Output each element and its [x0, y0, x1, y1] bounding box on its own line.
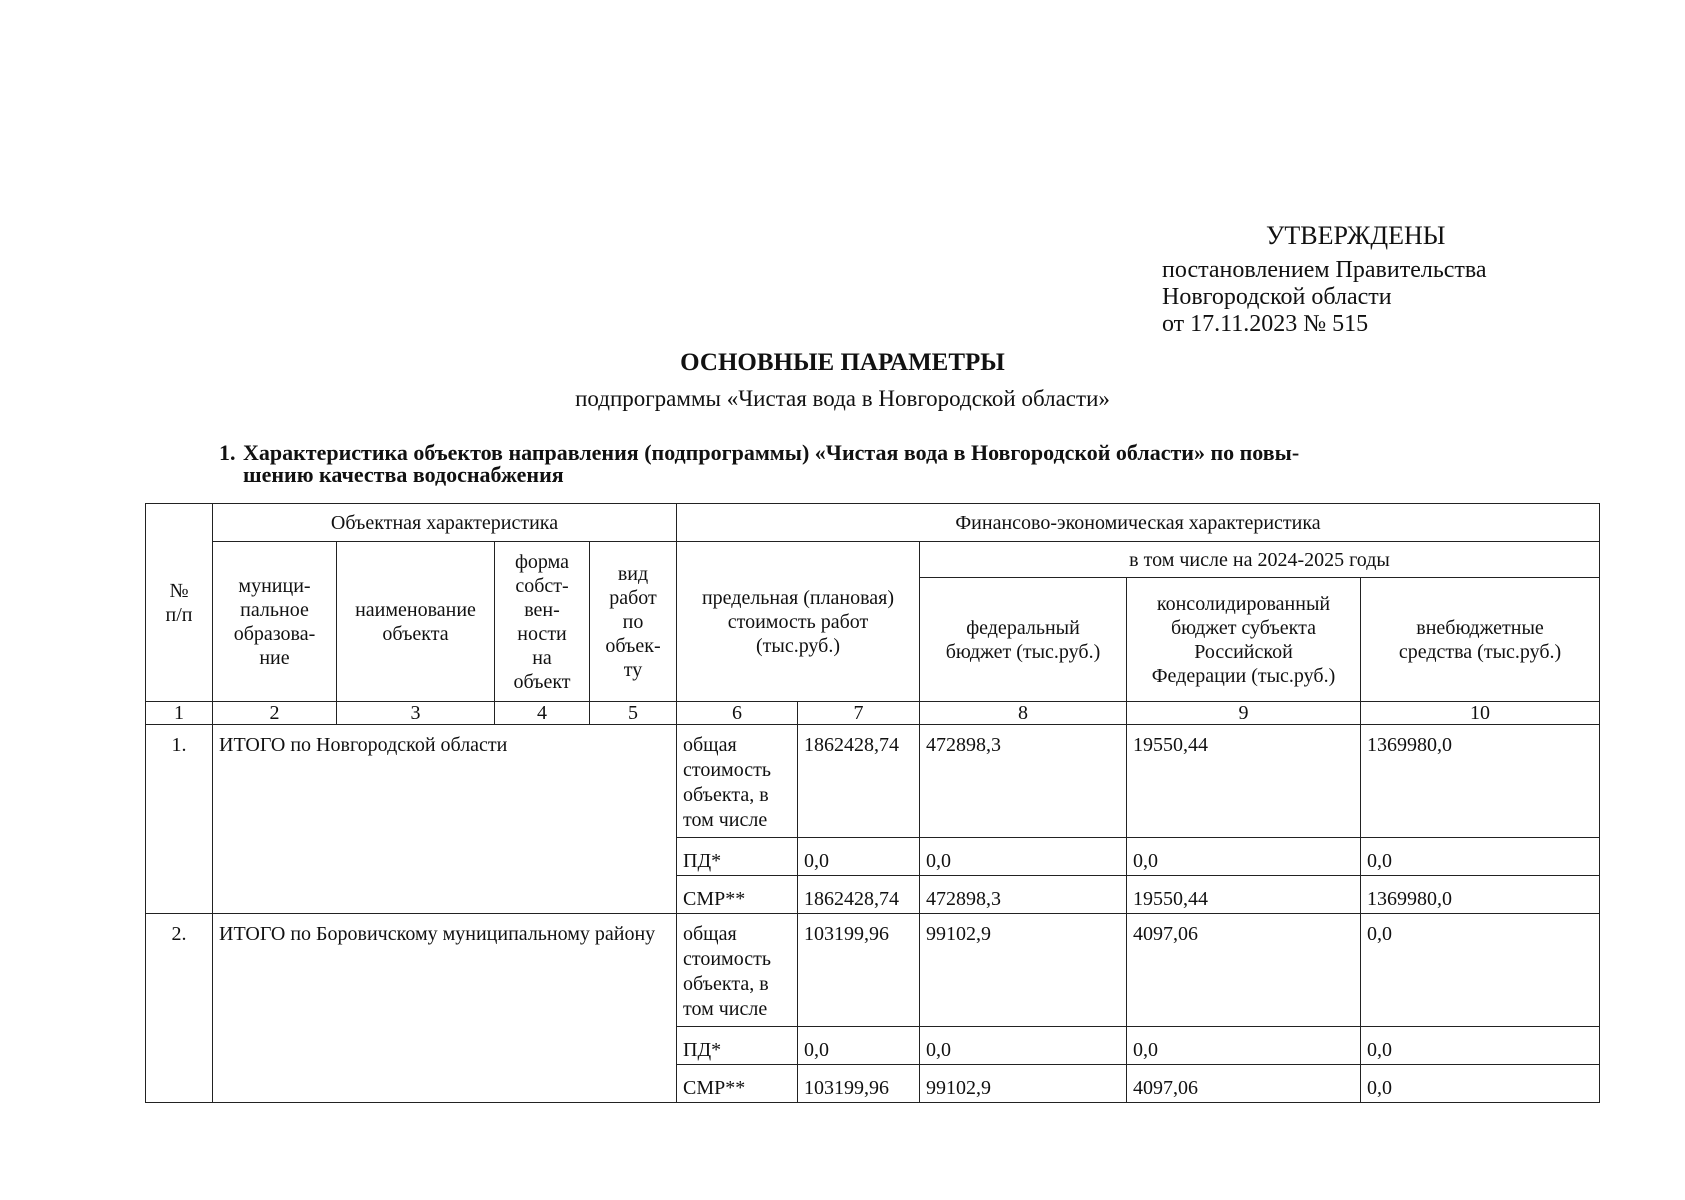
- table-row: [146, 725, 1600, 838]
- document-subtitle: подпрограммы «Чистая вода в Новгородской области»: [575, 386, 1110, 411]
- extrabudget-cell: 0,0: [1361, 1065, 1600, 1103]
- approval-heading: УТВЕРЖДЕНЫ: [1266, 221, 1446, 250]
- section-title-line-2: шению качества водоснабжения: [243, 462, 564, 487]
- header-cost-limit: предельная (плановая) стоимость работ (тыс.руб.): [677, 542, 920, 702]
- extrabudget-cell: 1369980,0: [1361, 876, 1600, 914]
- consolidated-cell: 4097,06: [1127, 914, 1361, 1027]
- row-label: СМР**: [677, 876, 798, 914]
- column-index: 3: [337, 702, 495, 725]
- header-object-name: наименование объекта: [337, 542, 495, 702]
- column-index: 10: [1361, 702, 1600, 725]
- section-number: 1.: [219, 440, 236, 465]
- column-index: 8: [920, 702, 1127, 725]
- approval-block: [1162, 222, 1487, 338]
- row-number: 2.: [146, 914, 213, 1103]
- header-row-number: № п/п: [146, 504, 213, 702]
- federal-cell: 99102,9: [920, 1065, 1127, 1103]
- consolidated-cell: 4097,06: [1127, 1065, 1361, 1103]
- federal-cell: 0,0: [920, 838, 1127, 876]
- federal-cell: 472898,3: [920, 725, 1127, 838]
- document-title: ОСНОВНЫЕ ПАРАМЕТРЫ: [680, 349, 1005, 376]
- row-label: СМР**: [677, 1065, 798, 1103]
- header-object-characteristics: Объектная характеристика: [213, 504, 677, 542]
- header-federal-budget: федеральный бюджет (тыс.руб.): [920, 578, 1127, 702]
- row-label: ПД*: [677, 838, 798, 876]
- row-name: ИТОГО по Боровичскому муниципальному району: [213, 914, 677, 1103]
- approval-line-3: от 17.11.2023 № 515: [1162, 311, 1369, 337]
- row-label: общая стоимость объекта, в том числе: [677, 914, 798, 1027]
- extrabudget-cell: 0,0: [1361, 1027, 1600, 1065]
- row-label: ПД*: [677, 1027, 798, 1065]
- column-index: 9: [1127, 702, 1361, 725]
- row-name: ИТОГО по Новгородской области: [213, 725, 677, 914]
- extrabudget-cell: 0,0: [1361, 838, 1600, 876]
- header-financial-characteristics: Финансово-экономическая характеристика: [677, 504, 1600, 542]
- row-number: 1.: [146, 725, 213, 914]
- column-index-row: [146, 702, 1600, 725]
- column-index: 6: [677, 702, 798, 725]
- header-extrabudgetary-funds: внебюджетные средства (тыс.руб.): [1361, 578, 1600, 702]
- consolidated-cell: 0,0: [1127, 1027, 1361, 1065]
- parameters-table: [145, 503, 1600, 1103]
- column-index: 2: [213, 702, 337, 725]
- header-municipality: муници- пальное образова- ние: [213, 542, 337, 702]
- section-heading: [219, 442, 1559, 486]
- column-index: 7: [798, 702, 920, 725]
- cost-cell: 1862428,74: [798, 725, 920, 838]
- consolidated-cell: 19550,44: [1127, 876, 1361, 914]
- table-row: [146, 914, 1600, 1027]
- consolidated-cell: 19550,44: [1127, 725, 1361, 838]
- column-index: 4: [495, 702, 590, 725]
- header-work-type: вид работ по объек- ту: [590, 542, 677, 702]
- column-index: 5: [590, 702, 677, 725]
- cost-cell: 0,0: [798, 838, 920, 876]
- header-years-2024-2025: в том числе на 2024-2025 годы: [920, 542, 1600, 578]
- header-ownership-form: форма собст- вен- ности на объект: [495, 542, 590, 702]
- approval-line-1: постановлением Правительства: [1162, 257, 1487, 283]
- approval-line-2: Новгородской области: [1162, 284, 1392, 310]
- cost-cell: 1862428,74: [798, 876, 920, 914]
- extrabudget-cell: 1369980,0: [1361, 725, 1600, 838]
- extrabudget-cell: 0,0: [1361, 914, 1600, 1027]
- section-title-line-1: Характеристика объектов направления (подпрограммы) «Чистая вода в Новгородской области» по повы-: [243, 440, 1300, 465]
- federal-cell: 99102,9: [920, 914, 1127, 1027]
- cost-cell: 103199,96: [798, 914, 920, 1027]
- row-label: общая стоимость объекта, в том числе: [677, 725, 798, 838]
- consolidated-cell: 0,0: [1127, 838, 1361, 876]
- cost-cell: 103199,96: [798, 1065, 920, 1103]
- cost-cell: 0,0: [798, 1027, 920, 1065]
- header-consolidated-budget: консолидированный бюджет субъекта Российской Федерации (тыс.руб.): [1127, 578, 1361, 702]
- federal-cell: 472898,3: [920, 876, 1127, 914]
- column-index: 1: [146, 702, 213, 725]
- federal-cell: 0,0: [920, 1027, 1127, 1065]
